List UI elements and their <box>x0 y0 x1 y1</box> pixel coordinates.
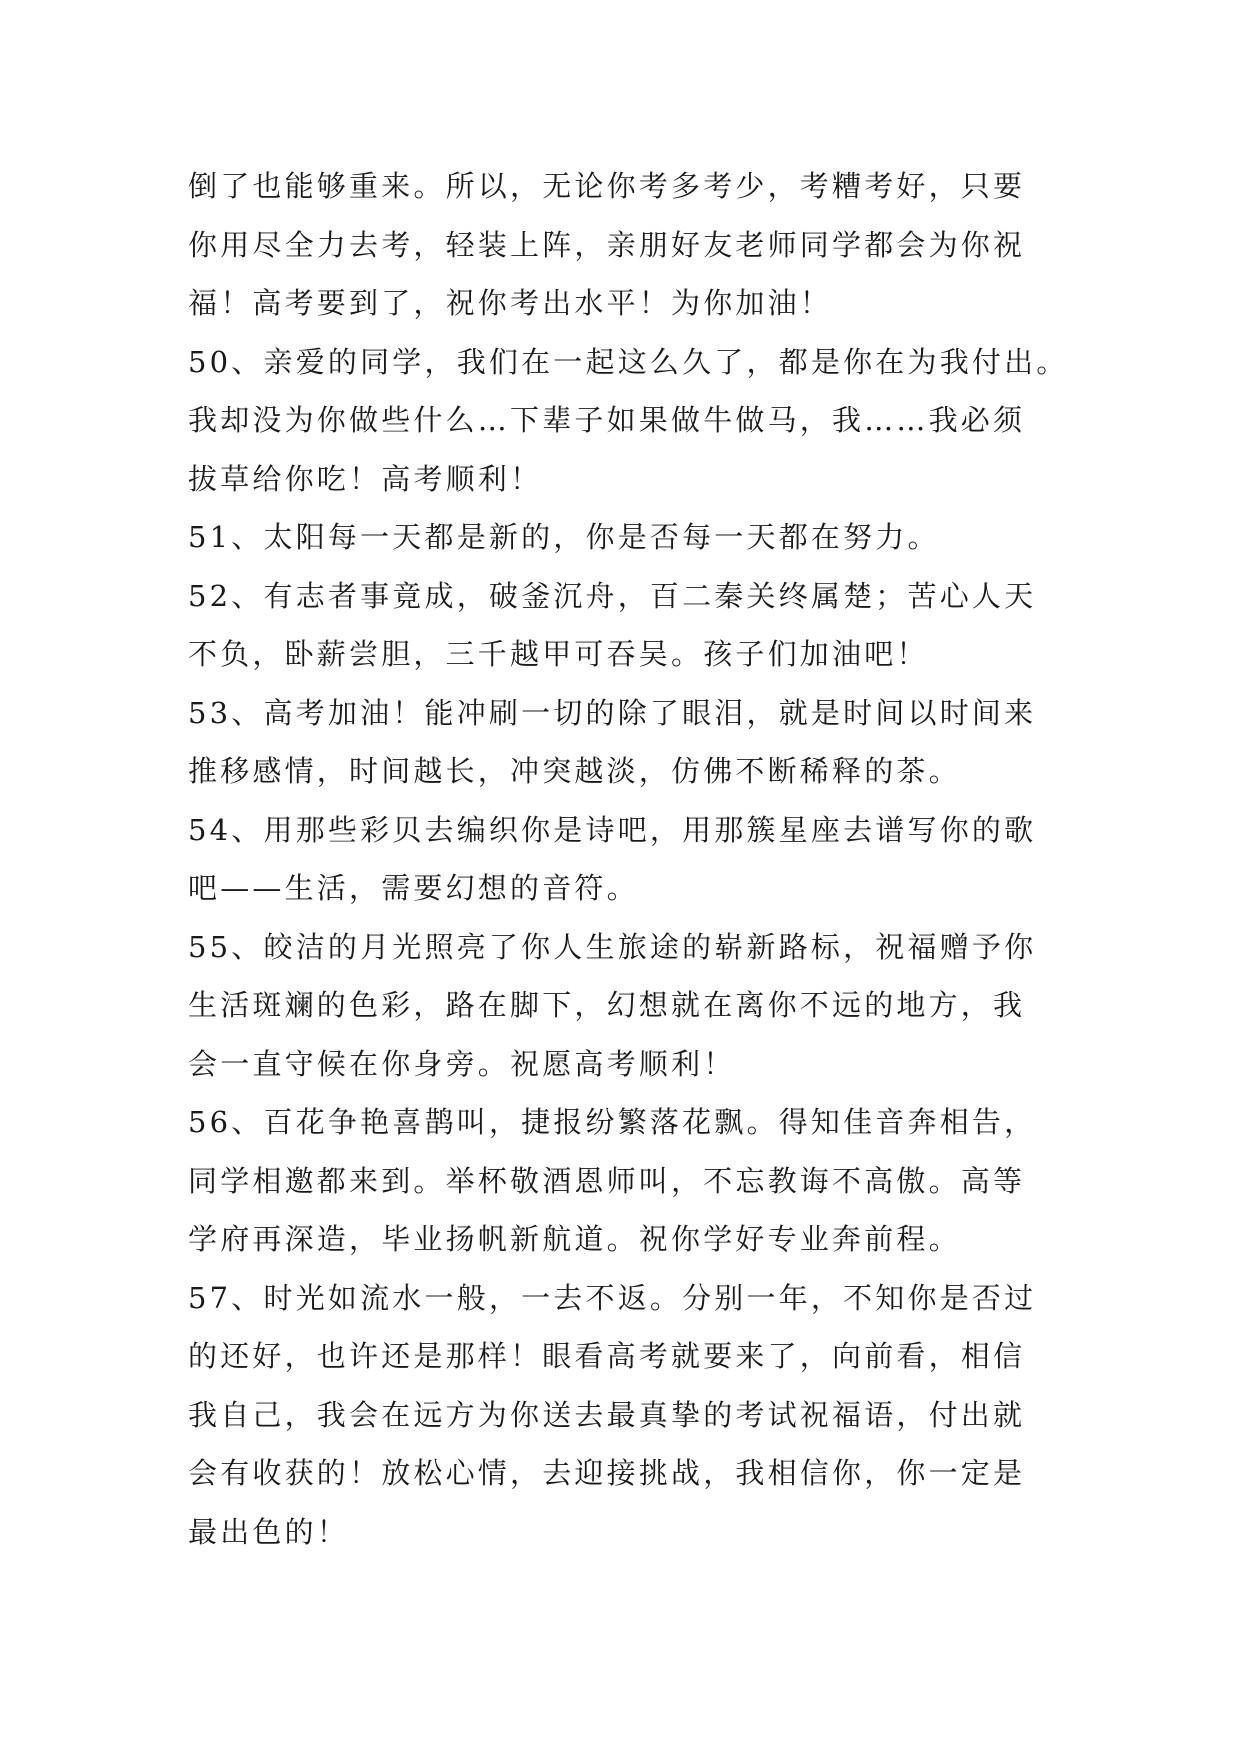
text-line: 生活斑斓的色彩，路在脚下，幻想就在离你不远的地方，我 <box>188 988 1026 1022</box>
text-line: 我自己，我会在远方为你送去最真挚的考试祝福语，付出就 <box>188 1397 1026 1432</box>
text-line: 你用尽全力去考，轻装上阵，亲朋好友老师同学都会为你祝 <box>188 227 1026 262</box>
document-body <box>188 157 1069 1561</box>
text-line: 福！高考要到了，祝你考出水平！为你加油！ <box>188 286 833 320</box>
text-line: 51、太阳每一天都是新的，你是否每一天都在努力。 <box>188 520 940 554</box>
text-line: 会一直守候在你身旁。祝愿高考顺利！ <box>188 1046 736 1081</box>
text-line: 54、用那些彩贝去编织你是诗吧，用那簇星座去谱写你的歌 <box>188 812 1037 847</box>
text-line: 55、皎洁的月光照亮了你人生旅途的崭新路标，祝福赠予你 <box>188 929 1037 964</box>
text-line: 不负，卧薪尝胆，三千越甲可吞吴。孩子们加油吧！ <box>188 637 929 671</box>
text-line: 吧——生活，需要幻想的音符。 <box>188 871 639 905</box>
text-line: 学府再深造，毕业扬帆新航道。祝你学好专业奔前程。 <box>188 1222 961 1256</box>
text-line: 最出色的！ <box>188 1514 350 1549</box>
text-line: 拔草给你吃！高考顺利！ <box>188 461 543 496</box>
text-line: 的还好，也许还是那样！眼看高考就要来了，向前看，相信 <box>188 1339 1026 1373</box>
text-line: 同学相邀都来到。举杯敬酒恩师叫，不忘教诲不高傲。高等 <box>188 1163 1026 1198</box>
text-line: 56、百花争艳喜鹊叫，捷报纷繁落花飘。得知佳音奔相告， <box>188 1105 1037 1139</box>
text-line: 53、高考加油！能冲刷一切的除了眼泪，就是时间以时间来 <box>188 695 1037 730</box>
text-line: 57、时光如流水一般，一去不返。分别一年，不知你是否过 <box>188 1280 1037 1315</box>
text-line: 推移感情，时间越长，冲突越淡，仿佛不断稀释的茶。 <box>188 754 961 788</box>
text-line: 倒了也能够重来。所以，无论你考多考少，考糟考好，只要 <box>188 169 1026 203</box>
text-line: 会有收获的！放松心情，去迎接挑战，我相信你，你一定是 <box>188 1456 1026 1490</box>
text-line: 我却没为你做些什么…下辈子如果做牛做马，我……我必须 <box>188 403 1026 437</box>
text-line: 50、亲爱的同学，我们在一起这么久了，都是你在为我付出。 <box>188 344 1069 379</box>
text-line: 52、有志者事竟成，破釜沉舟，百二秦关终属楚；苦心人天 <box>188 578 1037 613</box>
